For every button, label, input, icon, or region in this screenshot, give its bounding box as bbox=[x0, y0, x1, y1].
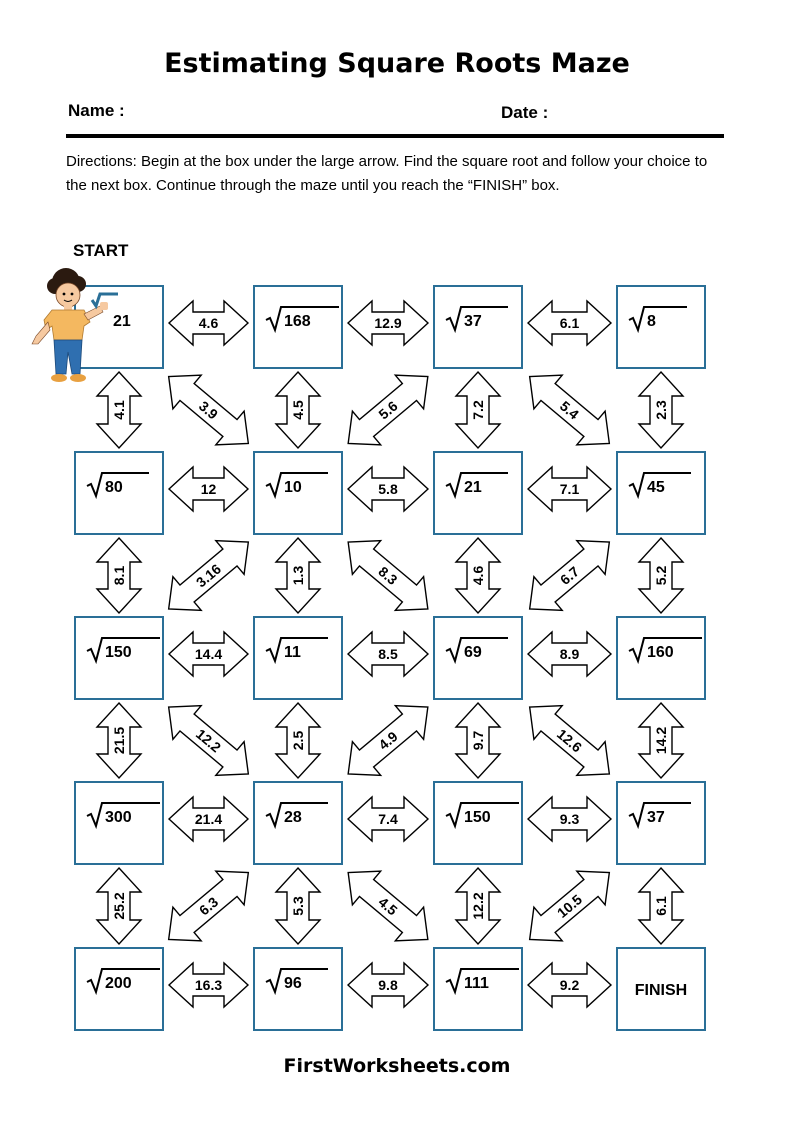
box-border bbox=[617, 286, 705, 368]
horizontal-arrow bbox=[348, 301, 428, 345]
arrow-estimate-label: 9.8 bbox=[378, 977, 398, 993]
maze-arrows bbox=[97, 301, 683, 1007]
arrow-estimate-label: 12.9 bbox=[374, 315, 402, 331]
diagonal-arrow bbox=[334, 525, 442, 626]
arrow-estimate-label: 16.3 bbox=[194, 977, 223, 993]
radicand-value: 200 bbox=[105, 975, 132, 992]
directions-text: Directions: Begin at the box under the large arrow. Find the square root and follow your choice to the next box. Continue through the maze until you reach the “FINISH” box. bbox=[66, 153, 708, 194]
arrow-estimate-label: 6.1 bbox=[653, 896, 669, 916]
sqrt-box bbox=[434, 948, 522, 1030]
arrow-estimate-label: 21.4 bbox=[194, 811, 223, 827]
sqrt-box bbox=[617, 782, 705, 864]
radicand-value: 69 bbox=[464, 644, 482, 661]
arrow-estimate-label: 4.6 bbox=[470, 565, 486, 586]
arrow-estimate-label: 4.6 bbox=[198, 315, 219, 331]
diagonal-arrow bbox=[155, 525, 263, 626]
arrow-estimate-label: 5.8 bbox=[378, 481, 398, 497]
arrow-estimate-label: 8.1 bbox=[111, 565, 127, 586]
radicand-value: 80 bbox=[105, 479, 123, 496]
vertical-arrow bbox=[639, 868, 683, 944]
radicand-value: 160 bbox=[647, 644, 674, 661]
arrow-estimate-label: 5.3 bbox=[290, 896, 306, 916]
horizontal-arrow bbox=[169, 632, 248, 676]
sqrt-box bbox=[434, 782, 522, 864]
sqrt-box bbox=[254, 617, 342, 699]
worksheet-title: Estimating Square Roots Maze bbox=[164, 48, 630, 79]
arrow-estimate-label: 4.9 bbox=[375, 728, 401, 753]
radicand-value: 300 bbox=[105, 809, 132, 826]
finish-box bbox=[617, 948, 705, 1030]
horizontal-arrow bbox=[528, 301, 611, 345]
horizontal-arrow bbox=[169, 467, 248, 511]
arrow-estimate-label: 2.3 bbox=[653, 400, 669, 420]
finish-label: FINISH bbox=[634, 982, 688, 999]
name-label: Name : bbox=[68, 101, 125, 120]
diagonal-arrow bbox=[155, 360, 263, 461]
diagonal-arrow bbox=[155, 856, 263, 957]
radicand-value: 28 bbox=[284, 809, 302, 826]
vertical-arrow bbox=[639, 372, 683, 448]
arrow-estimate-label: 5.2 bbox=[653, 565, 669, 586]
arrow-estimate-label: 4.1 bbox=[111, 400, 127, 420]
vertical-arrow bbox=[97, 868, 141, 944]
horizontal-arrow bbox=[528, 963, 611, 1007]
vertical-arrow bbox=[97, 703, 141, 778]
arrow-estimate-label: 3.16 bbox=[192, 560, 225, 591]
arrow-estimate-label: 7.2 bbox=[470, 400, 486, 420]
horizontal-arrow bbox=[169, 963, 248, 1007]
radicand-value: 150 bbox=[105, 644, 132, 661]
horizontal-arrow bbox=[528, 632, 611, 676]
vertical-arrow bbox=[639, 538, 683, 613]
diagonal-arrow bbox=[334, 360, 442, 461]
diagonal-arrow bbox=[516, 525, 624, 626]
vertical-arrow bbox=[456, 703, 500, 778]
arrow-estimate-label: 8.9 bbox=[559, 646, 580, 662]
sqrt-box bbox=[434, 286, 522, 368]
footer-site-credit: FirstWorksheets.com bbox=[283, 1055, 511, 1077]
arrow-estimate-label: 4.5 bbox=[375, 893, 401, 919]
diagonal-arrow bbox=[516, 690, 624, 791]
sqrt-box bbox=[254, 782, 342, 864]
radicand-value: 37 bbox=[647, 809, 665, 826]
sqrt-box bbox=[75, 286, 163, 368]
diagonal-arrow bbox=[334, 856, 442, 957]
vertical-arrow bbox=[639, 703, 683, 778]
arrow-estimate-label: 8.5 bbox=[378, 646, 398, 662]
horizontal-arrow bbox=[348, 797, 428, 841]
date-label: Date : bbox=[501, 103, 549, 122]
vertical-arrow bbox=[97, 538, 141, 613]
arrow-estimate-label: 2.5 bbox=[290, 730, 306, 751]
arrow-estimate-label: 9.7 bbox=[470, 730, 486, 751]
arrow-estimate-label: 5.6 bbox=[375, 397, 401, 423]
arrow-estimate-label: 9.3 bbox=[559, 811, 580, 827]
arrow-estimate-label: 4.5 bbox=[290, 400, 306, 420]
vertical-arrow bbox=[456, 538, 500, 613]
sqrt-box bbox=[254, 948, 342, 1030]
sqrt-box bbox=[75, 617, 163, 699]
diagonal-arrow bbox=[516, 360, 624, 461]
arrow-estimate-label: 6.1 bbox=[559, 315, 580, 331]
radicand-value: 37 bbox=[464, 313, 482, 330]
horizontal-arrow bbox=[348, 963, 428, 1007]
arrow-estimate-label: 6.3 bbox=[195, 893, 222, 919]
radicand-value: 150 bbox=[464, 809, 491, 826]
radicand-value: 10 bbox=[284, 479, 302, 496]
vertical-arrow bbox=[276, 868, 320, 944]
sqrt-box bbox=[617, 286, 705, 368]
horizontal-arrow bbox=[528, 797, 611, 841]
arrow-estimate-label: 7.1 bbox=[559, 481, 580, 497]
arrow-estimate-label: 8.3 bbox=[375, 563, 401, 588]
horizontal-arrow bbox=[348, 467, 428, 511]
radicand-value: 45 bbox=[647, 479, 665, 496]
radicand-value: 168 bbox=[284, 313, 311, 330]
radicand-value: 21 bbox=[113, 313, 131, 330]
arrow-estimate-label: 12.2 bbox=[192, 725, 225, 756]
arrow-estimate-label: 10.5 bbox=[553, 891, 586, 921]
radicand-value: 96 bbox=[284, 975, 302, 992]
vertical-arrow bbox=[456, 372, 500, 448]
radicand-value: 11 bbox=[284, 644, 301, 661]
arrow-estimate-label: 7.4 bbox=[378, 811, 398, 827]
arrow-estimate-label: 12 bbox=[200, 481, 217, 497]
horizontal-arrow bbox=[528, 467, 611, 511]
horizontal-arrow bbox=[169, 301, 248, 345]
sqrt-box bbox=[75, 452, 163, 534]
vertical-arrow bbox=[97, 372, 141, 448]
arrow-estimate-label: 9.2 bbox=[559, 977, 580, 993]
diagonal-arrow bbox=[334, 690, 442, 791]
sqrt-box bbox=[434, 452, 522, 534]
vertical-arrow bbox=[276, 703, 320, 778]
arrow-estimate-label: 12.6 bbox=[553, 725, 586, 756]
sqrt-box bbox=[254, 452, 342, 534]
horizontal-arrow bbox=[169, 797, 248, 841]
arrow-estimate-label: 5.4 bbox=[556, 397, 583, 423]
arrow-estimate-label: 12.2 bbox=[470, 892, 486, 920]
sqrt-box bbox=[75, 948, 163, 1030]
arrow-estimate-label: 25.2 bbox=[111, 892, 127, 920]
vertical-arrow bbox=[276, 372, 320, 448]
start-label: START bbox=[73, 241, 129, 260]
radicand-value: 111 bbox=[464, 975, 489, 992]
sqrt-box bbox=[254, 286, 342, 368]
arrow-estimate-label: 3.9 bbox=[195, 397, 222, 423]
horizontal-arrow bbox=[348, 632, 428, 676]
arrow-estimate-label: 14.4 bbox=[194, 646, 223, 662]
sqrt-box bbox=[617, 452, 705, 534]
radicand-value: 8 bbox=[647, 313, 656, 330]
vertical-arrow bbox=[276, 538, 320, 613]
arrow-estimate-label: 21.5 bbox=[111, 726, 127, 755]
radicand-value: 21 bbox=[464, 479, 482, 496]
diagonal-arrow bbox=[155, 690, 263, 791]
arrow-estimate-label: 14.2 bbox=[653, 726, 669, 755]
diagonal-arrow bbox=[516, 856, 624, 957]
arrow-estimate-label: 1.3 bbox=[290, 565, 306, 586]
sqrt-box bbox=[617, 617, 705, 699]
vertical-arrow bbox=[456, 868, 500, 944]
arrow-estimate-label: 6.7 bbox=[556, 563, 583, 588]
sqrt-box bbox=[75, 782, 163, 864]
sqrt-box bbox=[434, 617, 522, 699]
